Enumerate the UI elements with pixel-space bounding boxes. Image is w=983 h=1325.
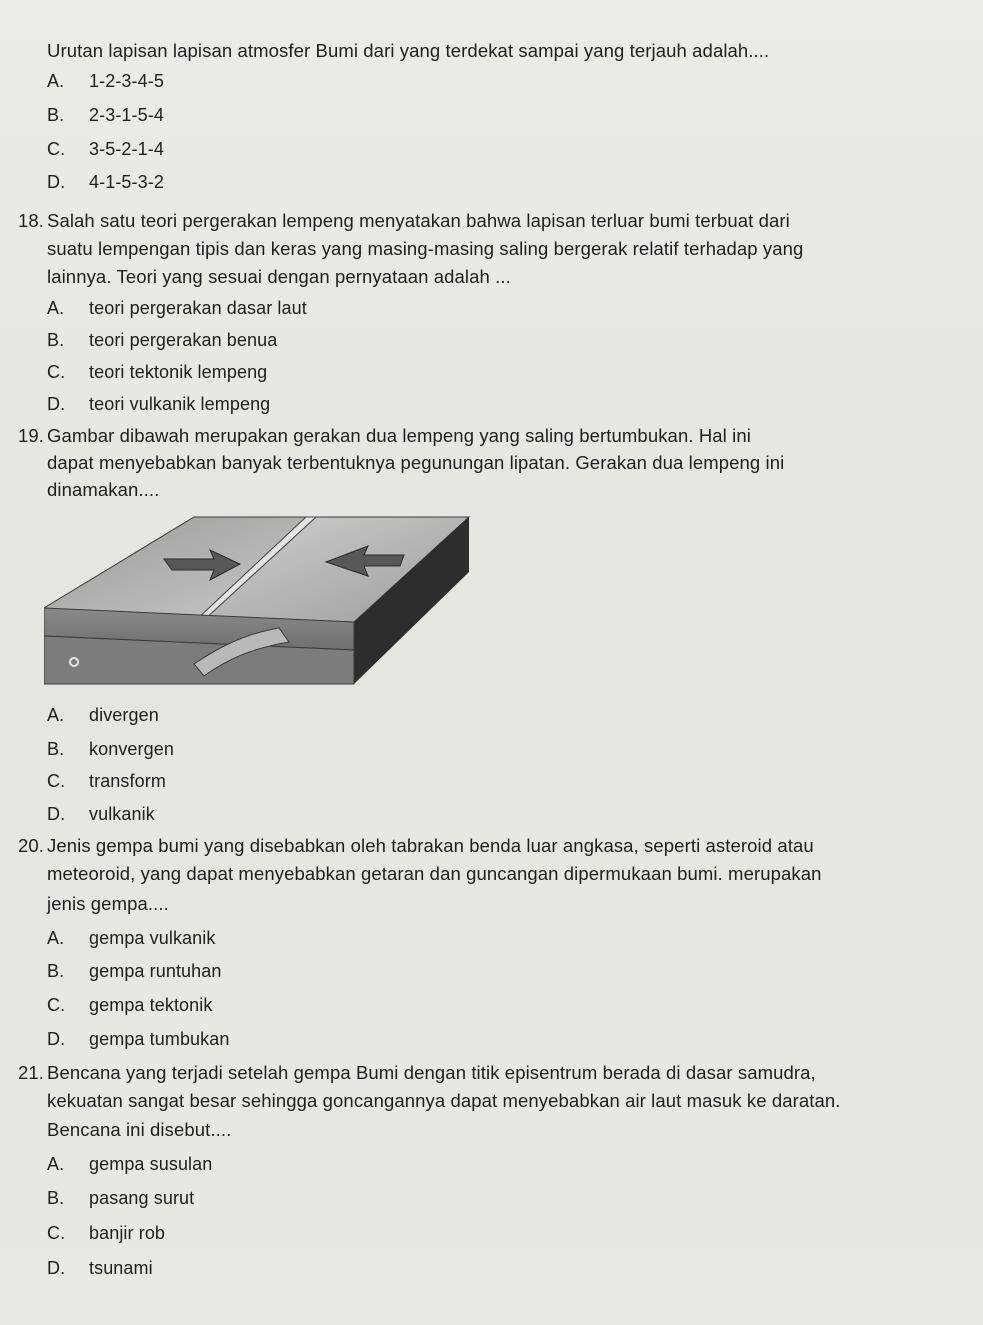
plates-illustration xyxy=(44,512,474,690)
option-letter: A. xyxy=(47,928,65,948)
option-letter: B. xyxy=(47,961,65,981)
option-letter: C. xyxy=(47,1223,66,1243)
q17-option-a[interactable] xyxy=(47,71,164,92)
option-text: gempa runtuhan xyxy=(89,961,222,981)
option-letter: D. xyxy=(47,172,66,192)
q20-option-d[interactable] xyxy=(47,1029,230,1050)
q21-line-3: Bencana ini disebut.... xyxy=(47,1119,232,1140)
option-letter: A. xyxy=(47,705,65,725)
q18-option-d[interactable] xyxy=(47,394,270,415)
q19-number: 19. xyxy=(18,425,45,446)
option-text: pasang surut xyxy=(89,1188,195,1208)
option-letter: A. xyxy=(47,1154,65,1174)
option-text: teori pergerakan dasar laut xyxy=(89,298,307,318)
q18-option-c[interactable] xyxy=(47,362,267,383)
q19-option-b[interactable] xyxy=(47,739,174,760)
option-text: gempa vulkanik xyxy=(89,928,216,948)
q20-option-b[interactable] xyxy=(47,961,222,982)
option-text: 2-3-1-5-4 xyxy=(89,105,164,125)
q21-option-a[interactable] xyxy=(47,1154,212,1175)
option-letter: D. xyxy=(47,1258,66,1278)
option-text: tsunami xyxy=(89,1258,153,1278)
q21-line-2: kekuatan sangat besar sehingga goncangannya dapat menyebabkan air laut masuk ke daratan. xyxy=(47,1090,841,1111)
option-letter: C. xyxy=(47,995,66,1015)
option-text: vulkanik xyxy=(89,804,155,824)
q17-stem: Urutan lapisan lapisan atmosfer Bumi dari yang terdekat sampai yang terjauh adalah.... xyxy=(47,40,770,61)
q21-number: 21. xyxy=(18,1062,45,1083)
q19-line-2: dapat menyebabkan banyak terbentuknya pegunungan lipatan. Gerakan dua lempeng ini xyxy=(47,452,785,473)
option-letter: A. xyxy=(47,298,65,318)
option-text: banjir rob xyxy=(89,1223,166,1243)
option-text: gempa susulan xyxy=(89,1154,213,1174)
q20-line-2: meteoroid, yang dapat menyebabkan getaran dan guncangan dipermukaan bumi. merupakan xyxy=(47,863,822,884)
option-text: teori vulkanik lempeng xyxy=(89,394,271,414)
option-text: teori pergerakan benua xyxy=(89,330,278,350)
option-letter: A. xyxy=(47,71,65,91)
q17-option-c[interactable] xyxy=(47,139,164,160)
option-letter: D. xyxy=(47,394,66,414)
option-text: konvergen xyxy=(89,739,174,759)
option-text: divergen xyxy=(89,705,159,725)
q18-number: 18. xyxy=(18,210,45,231)
option-text: 4-1-5-3-2 xyxy=(89,172,164,192)
q19-line-1: Gambar dibawah merupakan gerakan dua lempeng yang saling bertumbukan. Hal ini xyxy=(47,425,751,446)
q17-option-d[interactable] xyxy=(47,172,164,193)
q19-option-d[interactable] xyxy=(47,804,155,825)
q21-option-d[interactable] xyxy=(47,1258,153,1279)
q19-option-c[interactable] xyxy=(47,771,166,792)
q20-option-a[interactable] xyxy=(47,928,215,949)
q19-line-3: dinamakan.... xyxy=(47,479,160,500)
q18-line-1: Salah satu teori pergerakan lempeng menyatakan bahwa lapisan terluar bumi terbuat dari xyxy=(47,210,790,231)
option-text: 1-2-3-4-5 xyxy=(89,71,164,91)
option-text: transform xyxy=(89,771,166,791)
option-letter: B. xyxy=(47,739,65,759)
option-letter: D. xyxy=(47,1029,66,1049)
option-text: 3-5-2-1-4 xyxy=(89,139,164,159)
option-letter: D. xyxy=(47,804,66,824)
q21-line-1: Bencana yang terjadi setelah gempa Bumi dengan titik episentrum berada di dasar samudra, xyxy=(47,1062,816,1083)
q21-option-c[interactable] xyxy=(47,1223,165,1244)
option-letter: B. xyxy=(47,105,65,125)
option-text: teori tektonik lempeng xyxy=(89,362,268,382)
q18-option-b[interactable] xyxy=(47,330,277,351)
q17-option-b[interactable] xyxy=(47,105,164,126)
q18-option-a[interactable] xyxy=(47,298,307,319)
q20-line-3: jenis gempa.... xyxy=(47,893,169,914)
q20-line-1: Jenis gempa bumi yang disebabkan oleh tabrakan benda luar angkasa, seperti asteroid atau xyxy=(47,835,814,856)
option-letter: C. xyxy=(47,362,66,382)
option-text: gempa tumbukan xyxy=(89,1029,230,1049)
option-text: gempa tektonik xyxy=(89,995,213,1015)
q20-option-c[interactable] xyxy=(47,995,212,1016)
q21-option-b[interactable] xyxy=(47,1188,194,1209)
option-letter: C. xyxy=(47,771,66,791)
converging-plates-figure xyxy=(44,512,474,690)
option-letter: B. xyxy=(47,1188,65,1208)
option-letter: B. xyxy=(47,330,65,350)
q18-line-3: lainnya. Teori yang sesuai dengan pernyataan adalah ... xyxy=(47,266,511,287)
q18-line-2: suatu lempengan tipis dan keras yang masing-masing saling bergerak relatif terhadap yang xyxy=(47,238,804,259)
option-letter: C. xyxy=(47,139,66,159)
q20-number: 20. xyxy=(18,835,45,856)
q19-option-a[interactable] xyxy=(47,705,159,726)
